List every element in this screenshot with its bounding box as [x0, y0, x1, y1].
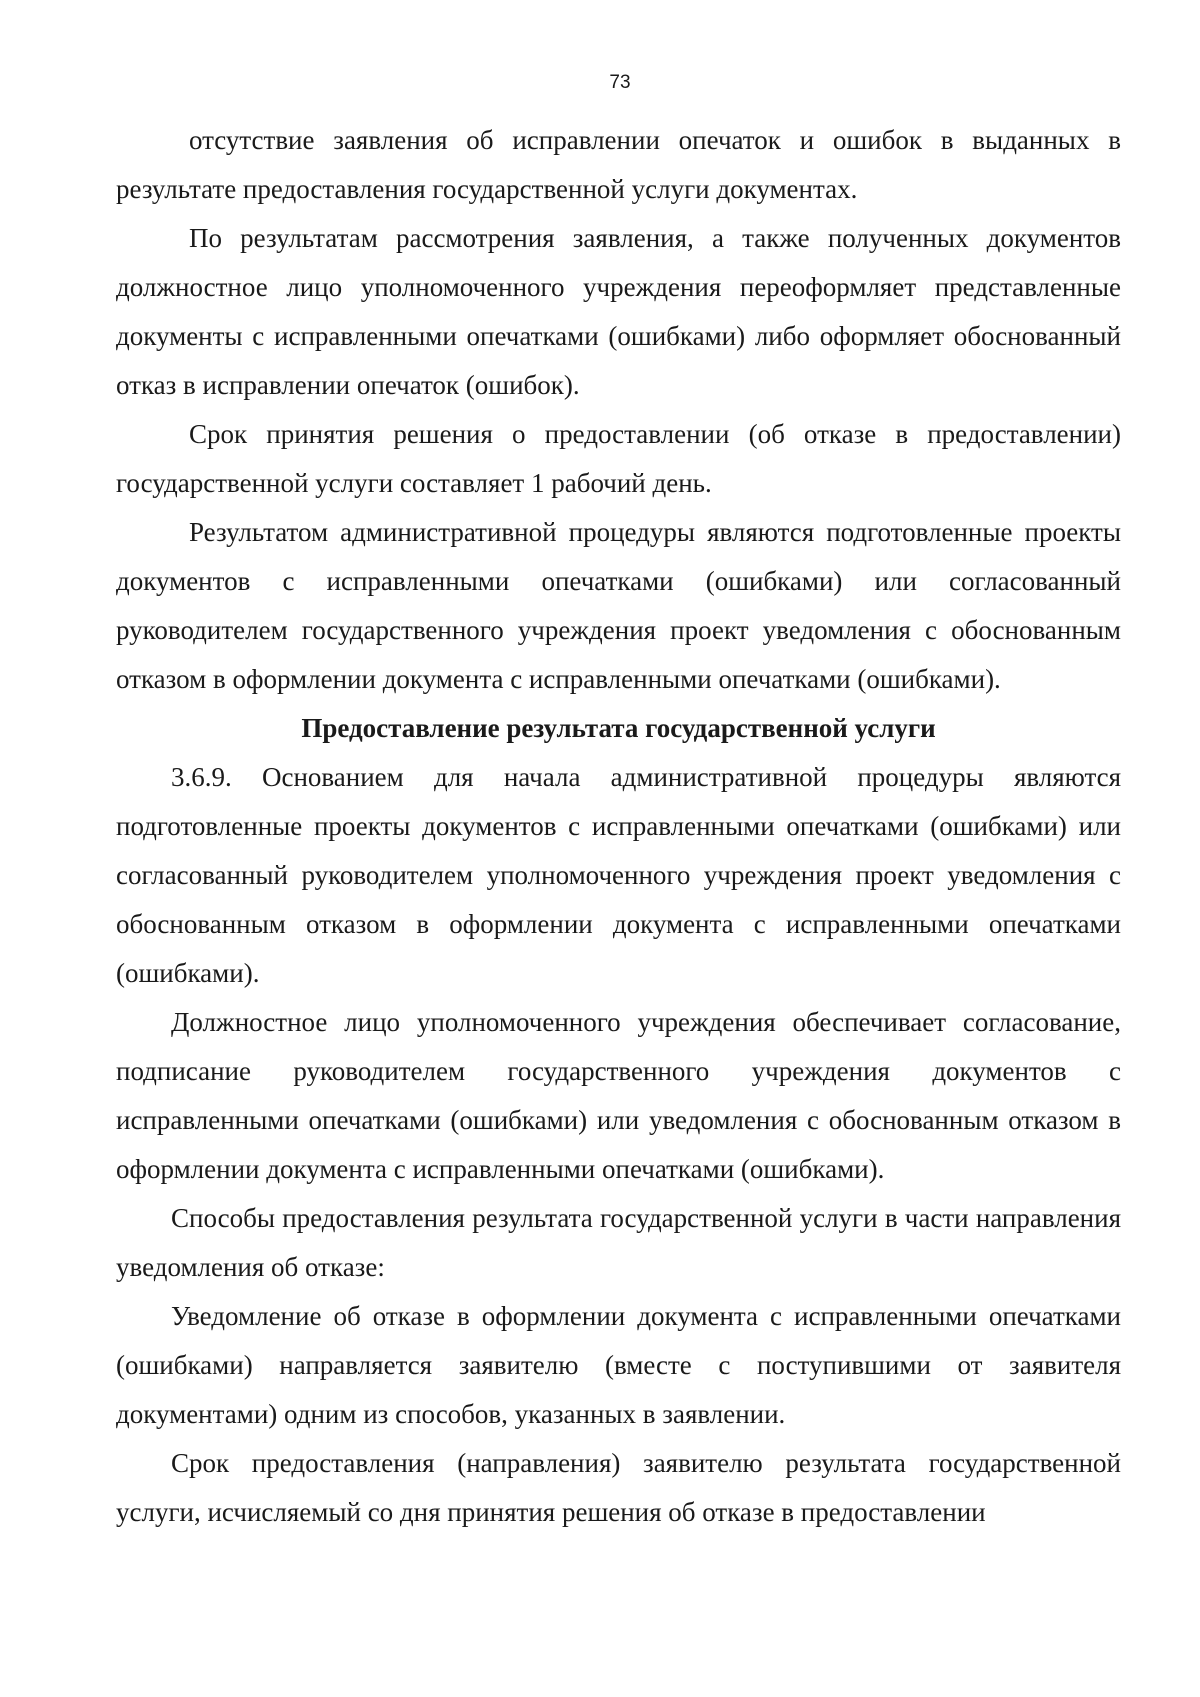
paragraph-3-6-9: 3.6.9. Основанием для начала административной процедуры являются подготовленные проекты документов с исправленными опечатками (ошибками) или согласованный руководителем уполномоченного учреждения проект уведомления с обоснованным отказом в оформлении документа с исправленными опечатками (ошибками). — [116, 762, 1121, 988]
paragraph-refusal-notice: Уведомление об отказе в оформлении документа с исправленными опечатками (ошибками) направляется заявителю (вместе с поступившими от заявителя документами) одним из способов, указанных в заявлении. — [116, 1301, 1121, 1429]
paragraph-procedure-result: Результатом административной процедуры являются подготовленные проекты документов с исправленными опечатками (ошибками) или согласованный руководителем государственного учреждения проект уведомления с обоснованным отказом в оформлении документа с исправленными опечатками (ошибками). — [116, 517, 1121, 694]
page-content — [116, 116, 1121, 1537]
paragraph-review-results: По результатам рассмотрения заявления, а также полученных документов должностное лицо уполномоченного учреждения переоформляет представленные документы с исправленными опечатками (ошибками) либо оформляет обоснованный отказ в исправлении опечаток (ошибок). — [116, 223, 1121, 400]
paragraph-missing-application: отсутствие заявления об исправлении опечаток и ошибок в выданных в результате предоставления государственной услуги документах. — [116, 125, 1121, 204]
paragraph-decision-term: Срок принятия решения о предоставлении (об отказе в предоставлении) государственной услуги составляет 1 рабочий день. — [116, 419, 1121, 498]
section-heading: Предоставление результата государственной услуги — [301, 713, 936, 743]
page-number: 73 — [609, 72, 631, 93]
paragraph-delivery-methods: Способы предоставления результата государственной услуги в части направления уведомления об отказе: — [116, 1203, 1121, 1282]
paragraph-delivery-term: Срок предоставления (направления) заявителю результата государственной услуги, исчисляемый со дня принятия решения об отказе в предоставлении — [116, 1448, 1121, 1527]
paragraph-official-approval: Должностное лицо уполномоченного учреждения обеспечивает согласование, подписание руководителем государственного учреждения документов с исправленными опечатками (ошибками) или уведомления с обоснованным отказом в оформлении документа с исправленными опечатками (ошибками). — [116, 1007, 1121, 1184]
